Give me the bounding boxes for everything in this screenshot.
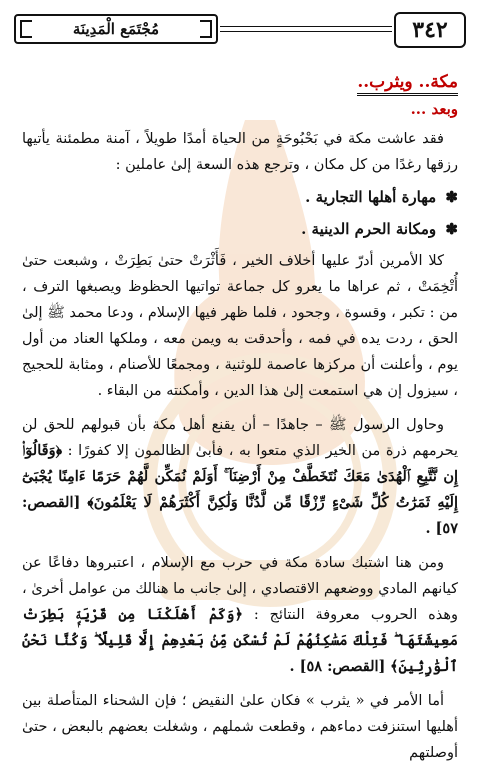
- section-title-text: مكة.. ويثرب..: [357, 72, 458, 96]
- quran-verse: ﴿وَكَمْ أَهْلَكْنَا مِن قَرْيَةٍۭ بَطِرَتْ مَعِيشَتَهَا ۖ فَتِلْكَ مَسَٰكِنُهُمْ لَمْ تُسْكَن مِّنۢ بَعْدِهِمْ إِلَّا قَلِيلًا ۖ وَكُنَّا نَحْنُ ٱلْوَٰرِثِينَ﴾: [22, 606, 458, 675]
- header-rule: [220, 26, 392, 32]
- bullet-text: ومكانة الحرم الدينية .: [301, 220, 437, 238]
- flower-bullet-icon: ✽: [445, 188, 458, 206]
- paragraph-yathrib: أما الأمر في « يثرب » فكان علىٰ النقيض ؛ فإن الشحناء المتأصلة بين أهليها استنزفت دماءهم ، وقطعت شملهم ، وشغلت بعضهم بالبعض ، حتىٰ أوصلتهم: [22, 693, 458, 761]
- verse-reference: [القصص: ٥٧] .: [22, 494, 458, 537]
- bullet-text: مهارة أهلها التجارية .: [305, 188, 437, 206]
- bullet-item: [22, 216, 458, 242]
- paragraph-prosperity: كلا الأمرين أدرّ عليها أخلاف الخير ، فَأَثْرَتْ حتىٰ بَطِرَتْ ، وشبعت حتىٰ أُتْخِمَتْ ، ثم عراها ما يعرو كل جماعة تواتيها الحظوظ ويصبغها الترف ، من : تكبر ، وقسوة ، وجحود ، فلما ظهر فيها الإسلام ، ودعا محمد ﷺ إلىٰ الحق ، ردت يده في فمه ، وأحدقت به ويمن معه ، وملكها العناد من أول يوم ، وأعلنت أن مركزها عاصمة للوثنية ، ومجمعًا للأصنام ، ومثابة للحجيج ، سيزول إن هي استمعت إلىٰ هذا الدين ، وأمكنته من البقاء .: [22, 253, 458, 399]
- paragraph-war-text: ومن هنا اشتبك سادة مكة في حرب مع الإسلام ، اعتبروها دفاعًا عن كيانهم المادي ووضعهم الاقتصادي ، إلىٰ جانب ما هنالك من عوامل أخرىٰ ، وهذه الحروب معروفة النتائج :: [22, 555, 458, 623]
- quran-verse: ﴿وَقَالُوٓا۟ إِن نَّتَّبِعِ ٱلْهُدَىٰ مَعَكَ نُتَخَطَّفْ مِنْ أَرْضِنَآ ۚ أَوَلَمْ نُمَكِّن لَّهُمْ حَرَمًا ءَامِنًا يُجْبَىٰٓ إِلَيْهِ ثَمَرَٰتُ كُلِّ شَىْءٍ رِّزْقًا مِّن لَّدُنَّا وَلَٰكِنَّ أَكْثَرَهُمْ لَا يَعْلَمُونَ﴾: [22, 442, 459, 511]
- paragraph-prophet: [22, 412, 458, 542]
- page-body: [22, 72, 458, 766]
- paragraph-war: [22, 550, 458, 680]
- page-number: ٣٤٢: [394, 12, 466, 48]
- verse-reference: [القصص: ٥٨] .: [289, 658, 386, 675]
- bullet-item: [22, 184, 458, 210]
- book-title: مُجْتَمَع الْمَدِينَة: [14, 14, 218, 44]
- page-header: [14, 8, 466, 50]
- section-title: [22, 72, 458, 92]
- paragraph-prophet-text: وحاول الرسول ﷺ – جاهدًا – أن يقنع أهل مكة بأن قبولهم للحق لن يحرمهم ذرة من الخير الذي متعوا به ، فأبىٰ الظالمون إلا كفورًا :: [22, 417, 459, 459]
- section-subtitle: وبعد ...: [410, 100, 458, 118]
- flower-bullet-icon: ✽: [445, 220, 458, 238]
- paragraph-intro: فقد عاشت مكة في بَحْبُوحَةٍ من الحياة أمدًا طويلاً ، آمنة مطمئنة يأتيها رزقها رغدًا من كل مكان ، وترجع هذه السعة إلىٰ عاملين :: [22, 131, 458, 173]
